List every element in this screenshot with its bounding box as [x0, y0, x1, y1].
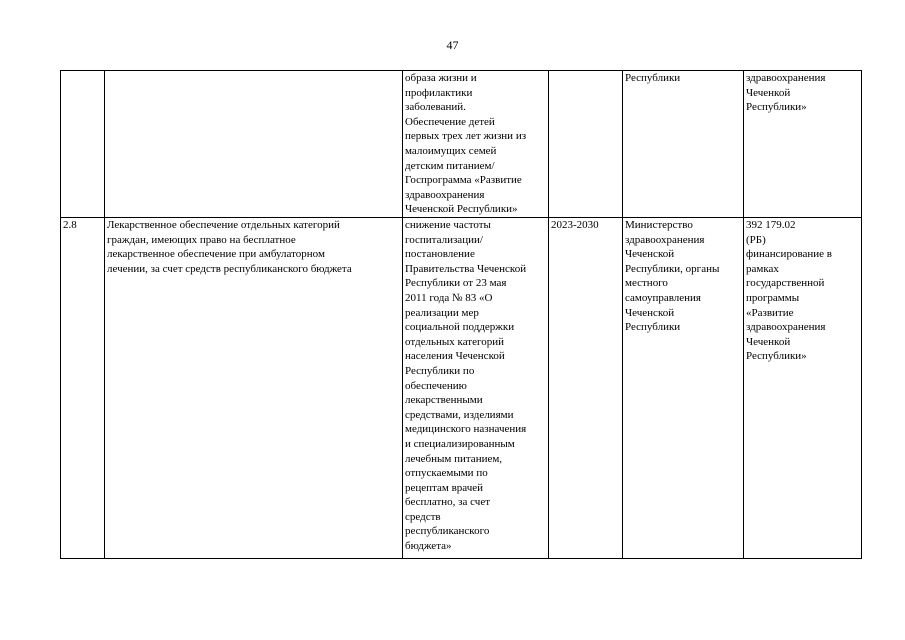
cell-measure-name: [105, 218, 403, 559]
cell-financing: [744, 71, 862, 218]
cell-executor: [623, 71, 744, 218]
cell-measure-name: [105, 71, 403, 218]
measures-table: [60, 70, 862, 559]
cell-period: [549, 71, 623, 218]
cell-result-text: образа жизни и профилактики заболеваний. Обеспечение детей первых трех лет жизни из малоимущих семей детским питанием/ Госпрограмма «Развитие здравоохранения Чеченской Республики»: [405, 72, 527, 216]
cell-result-text: снижение частоты госпитализации/ постановление Правительства Чеченской Республики от 23 мая 2011 года № 83 «О реализации мер социальной поддержки отдельных категорий населения Чеченской Республики по обеспечению лекарственными средствами, изделиями медицинского назначения и специализированным лечебным питанием, отпускаемыми по рецептам врачей бесплатно, за счет средств республиканского бюджета»: [405, 219, 527, 553]
cell-period: [549, 218, 623, 559]
cell-result: [403, 218, 549, 559]
table-row: [61, 218, 862, 559]
cell-period-text: 2023-2030: [551, 219, 599, 231]
cell-number: [61, 71, 105, 218]
cell-financing: [744, 218, 862, 559]
cell-executor-text: Министерство здравоохранения Чеченской Республики, органы местного самоуправления Чеченской Республики: [625, 219, 720, 334]
cell-executor: [623, 218, 744, 559]
cell-number: [61, 218, 105, 559]
cell-number-text: 2.8: [63, 219, 77, 231]
table-row: [61, 71, 862, 218]
cell-financing-text: 392 179.02 (РБ) финансирование в рамках государственной программы «Развитие здравоохранения Чеченкой Республики»: [746, 219, 832, 363]
cell-result: [403, 71, 549, 218]
cell-measure-name-text: Лекарственное обеспечение отдельных категорий граждан, имеющих право на бесплатное лекарственное обеспечение при амбулаторном лечении, за счет средств республиканского бюджета: [107, 219, 352, 275]
page-number: 47: [446, 38, 459, 52]
cell-executor-text: Республики: [625, 72, 681, 84]
cell-financing-text: здравоохранения Чеченкой Республики»: [746, 72, 826, 114]
